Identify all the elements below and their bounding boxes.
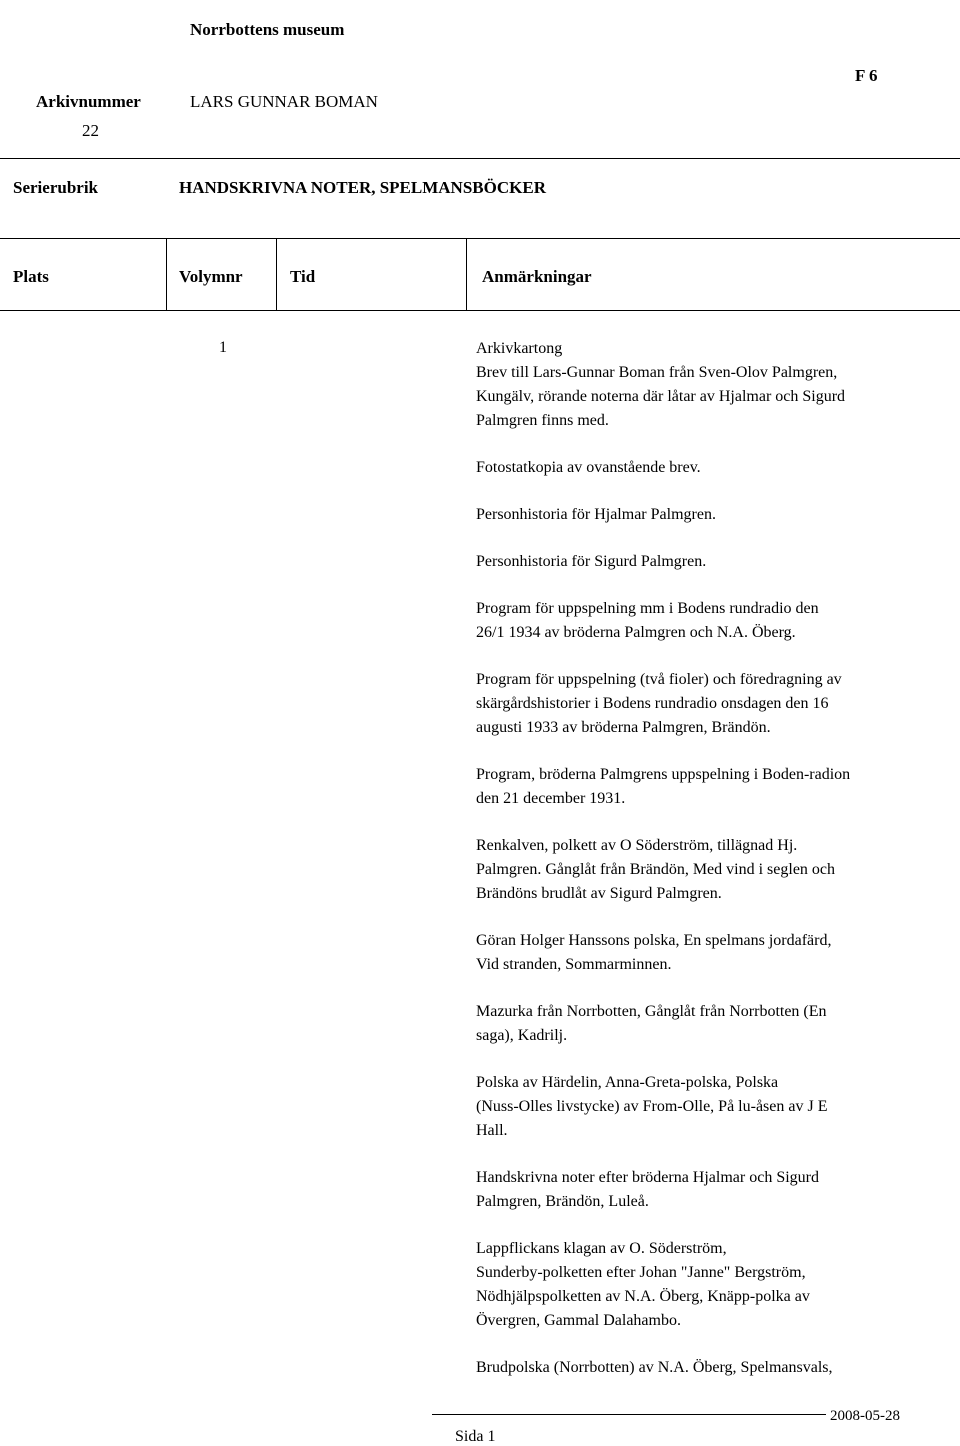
note-line: Palmgren. Gånglåt från Brändön, Med vind i seglen och — [476, 861, 836, 878]
note-line: Polska av Härdelin, Anna-Greta-polska, Polska — [476, 1074, 779, 1091]
note-line: augusti 1933 av bröderna Palmgren, Brändön. — [476, 719, 771, 736]
note-line: Vid stranden, Sommarminnen. — [476, 956, 672, 973]
document-code: F 6 — [855, 66, 878, 85]
footer-rule — [432, 1414, 826, 1415]
note-line: Handskrivna noter efter bröderna Hjalmar och Sigurd — [476, 1169, 819, 1186]
column-header-volymnr: Volymnr — [179, 267, 243, 286]
note-line: Palmgren finns med. — [476, 412, 609, 429]
note-line: Personhistoria för Sigurd Palmgren. — [476, 553, 707, 570]
divider-series — [0, 238, 960, 239]
divider-header — [0, 158, 960, 159]
note-line: Program för uppspelning mm i Bodens rundradio den — [476, 600, 819, 617]
series-label: Serierubrik — [13, 178, 98, 197]
volume-number: 1 — [219, 339, 227, 356]
note-line: Brudpolska (Norrbotten) av N.A. Öberg, Spelmansvals, — [476, 1359, 833, 1376]
note-line: Fotostatkopia av ovanstående brev. — [476, 459, 701, 476]
note-line: den 21 december 1931. — [476, 790, 626, 807]
column-header-anmarkningar: Anmärkningar — [482, 267, 592, 286]
note-line: Program, bröderna Palmgrens uppspelning i Boden-radion — [476, 766, 851, 783]
note-line: Nödhjälpspolketten av N.A. Öberg, Knäpp-polka av — [476, 1288, 810, 1305]
note-line: (Nuss-Olles livstycke) av From-Olle, På lu-åsen av J E — [476, 1098, 828, 1115]
column-header-tid: Tid — [290, 267, 316, 286]
print-date: 2008-05-28 — [830, 1408, 900, 1424]
note-line: Hall. — [476, 1122, 508, 1139]
note-line: 26/1 1934 av bröderna Palmgren och N.A. Öberg. — [476, 624, 796, 641]
column-divider-2 — [276, 238, 277, 310]
archive-name: LARS GUNNAR BOMAN — [190, 92, 378, 111]
note-line: Personhistoria för Hjalmar Palmgren. — [476, 506, 716, 523]
note-line: Program för uppspelning (två fioler) och föredragning av — [476, 671, 842, 688]
note-line: skärgårdshistorier i Bodens rundradio onsdagen den 16 — [476, 695, 829, 712]
column-divider-3 — [466, 238, 467, 310]
note-line: Sunderby-polketten efter Johan "Janne" Bergström, — [476, 1264, 806, 1281]
archive-number: 22 — [82, 121, 99, 140]
volume-notes — [476, 337, 916, 1380]
column-divider-1 — [166, 238, 167, 310]
archive-number-label: Arkivnummer — [36, 92, 141, 111]
note-line: Arkivkartong — [476, 340, 563, 357]
note-line: Mazurka från Norrbotten, Gånglåt från Norrbotten (En — [476, 1003, 827, 1020]
note-line: Göran Holger Hanssons polska, En spelmans jordafärd, — [476, 932, 832, 949]
divider-columns — [0, 310, 960, 311]
note-line: saga), Kadrilj. — [476, 1027, 568, 1044]
note-line: Palmgren, Brändön, Luleå. — [476, 1193, 649, 1210]
museum-name: Norrbottens museum — [190, 20, 345, 39]
note-line: Övergren, Gammal Dalahambo. — [476, 1312, 681, 1329]
note-line: Kungälv, rörande noterna där låtar av Hjalmar och Sigurd — [476, 388, 846, 405]
column-header-plats: Plats — [13, 267, 49, 286]
note-line: Brev till Lars-Gunnar Boman från Sven-Olov Palmgren, — [476, 364, 838, 381]
series-title: HANDSKRIVNA NOTER, SPELMANSBÖCKER — [179, 178, 546, 197]
note-line: Lappflickans klagan av O. Söderström, — [476, 1240, 727, 1257]
note-line: Brändöns brudlåt av Sigurd Palmgren. — [476, 885, 722, 902]
note-line: Renkalven, polkett av O Söderström, tillägnad Hj. — [476, 837, 798, 854]
page-number: Sida 1 — [455, 1428, 496, 1445]
